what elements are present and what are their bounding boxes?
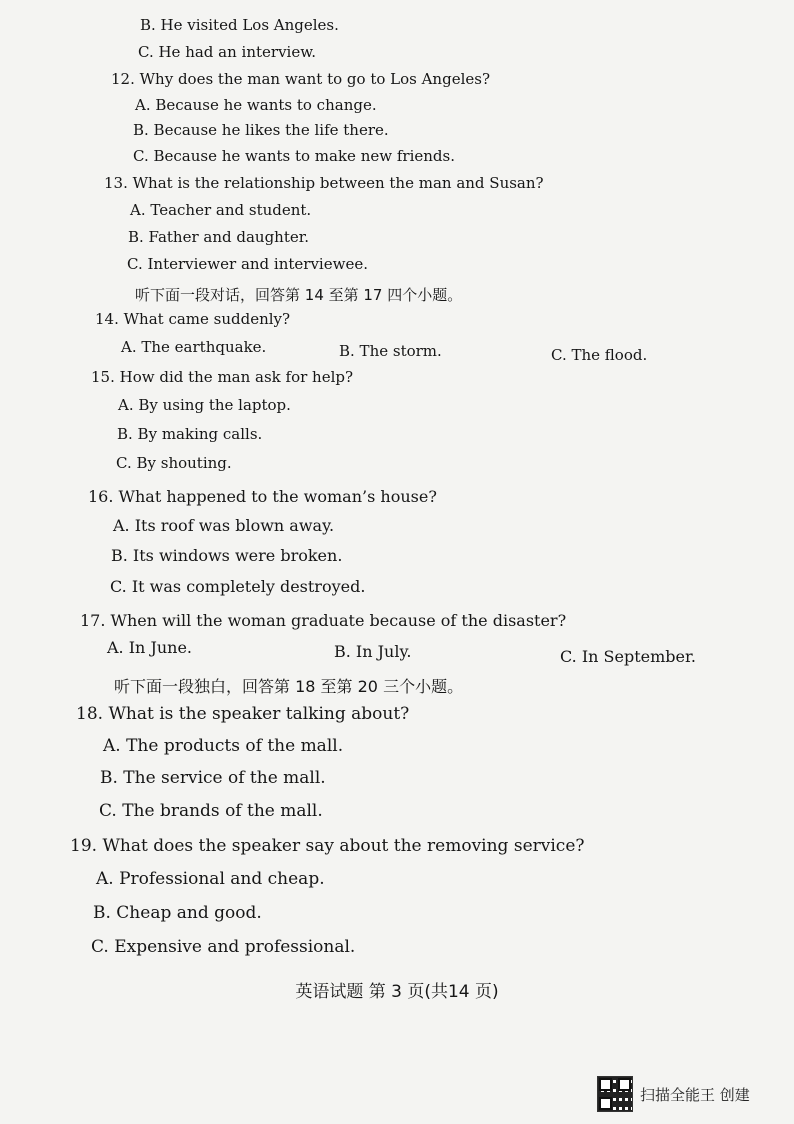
section-instruction: 听下面一段对话，回答第 14 至第 17 四个小题。 — [135, 286, 463, 304]
option-line: A. The products of the mall. — [103, 736, 344, 756]
option-line: B. The storm. — [339, 342, 442, 360]
option-line: A. By using the laptop. — [118, 396, 291, 414]
question-17: 17. When will the woman graduate because of the disaster? — [80, 611, 567, 630]
option-line: B. Its windows were broken. — [111, 546, 343, 565]
qr-code-icon — [597, 1076, 633, 1112]
option-line: A. Professional and cheap. — [96, 869, 325, 889]
question-12: 12. Why does the man want to go to Los Angeles? — [111, 70, 490, 88]
question-15: 15. How did the man ask for help? — [91, 368, 354, 386]
option-line: A. Teacher and student. — [130, 201, 312, 219]
question-19: 19. What does the speaker say about the removing service? — [70, 836, 585, 856]
option-line: B. In July. — [334, 642, 412, 661]
option-line: A. The earthquake. — [121, 338, 267, 356]
scanner-watermark: 扫描全能王 创建 — [640, 1086, 750, 1104]
option-line: C. In September. — [560, 647, 696, 666]
option-line: C. It was completely destroyed. — [110, 577, 366, 596]
option-line: C. Because he wants to make new friends. — [133, 147, 455, 165]
option-line: B. Because he likes the life there. — [133, 121, 389, 139]
option-line: C. The flood. — [551, 346, 648, 364]
option-line: B. He visited Los Angeles. — [140, 16, 339, 34]
option-line: A. In June. — [107, 638, 193, 657]
option-line: C. By shouting. — [116, 454, 232, 472]
section-instruction: 听下面一段独白，回答第 18 至第 20 三个小题。 — [114, 677, 464, 696]
question-16: 16. What happened to the woman’s house? — [88, 487, 437, 506]
option-line: C. Expensive and professional. — [91, 937, 356, 957]
option-line: C. He had an interview. — [138, 43, 317, 61]
question-18: 18. What is the speaker talking about? — [76, 704, 410, 724]
question-14: 14. What came suddenly? — [95, 310, 291, 328]
option-line: C. Interviewer and interviewee. — [127, 255, 368, 273]
option-line: A. Because he wants to change. — [135, 96, 377, 114]
page-footer: 英语试题 第 3 页(共14 页) — [295, 982, 499, 1002]
option-line: B. The service of the mall. — [100, 768, 326, 788]
option-line: B. By making calls. — [117, 425, 263, 443]
option-line: B. Cheap and good. — [93, 903, 262, 923]
option-line: C. The brands of the mall. — [99, 801, 323, 821]
option-line: A. Its roof was blown away. — [113, 516, 335, 535]
question-13: 13. What is the relationship between the man and Susan? — [104, 174, 544, 192]
option-line: B. Father and daughter. — [128, 228, 310, 246]
